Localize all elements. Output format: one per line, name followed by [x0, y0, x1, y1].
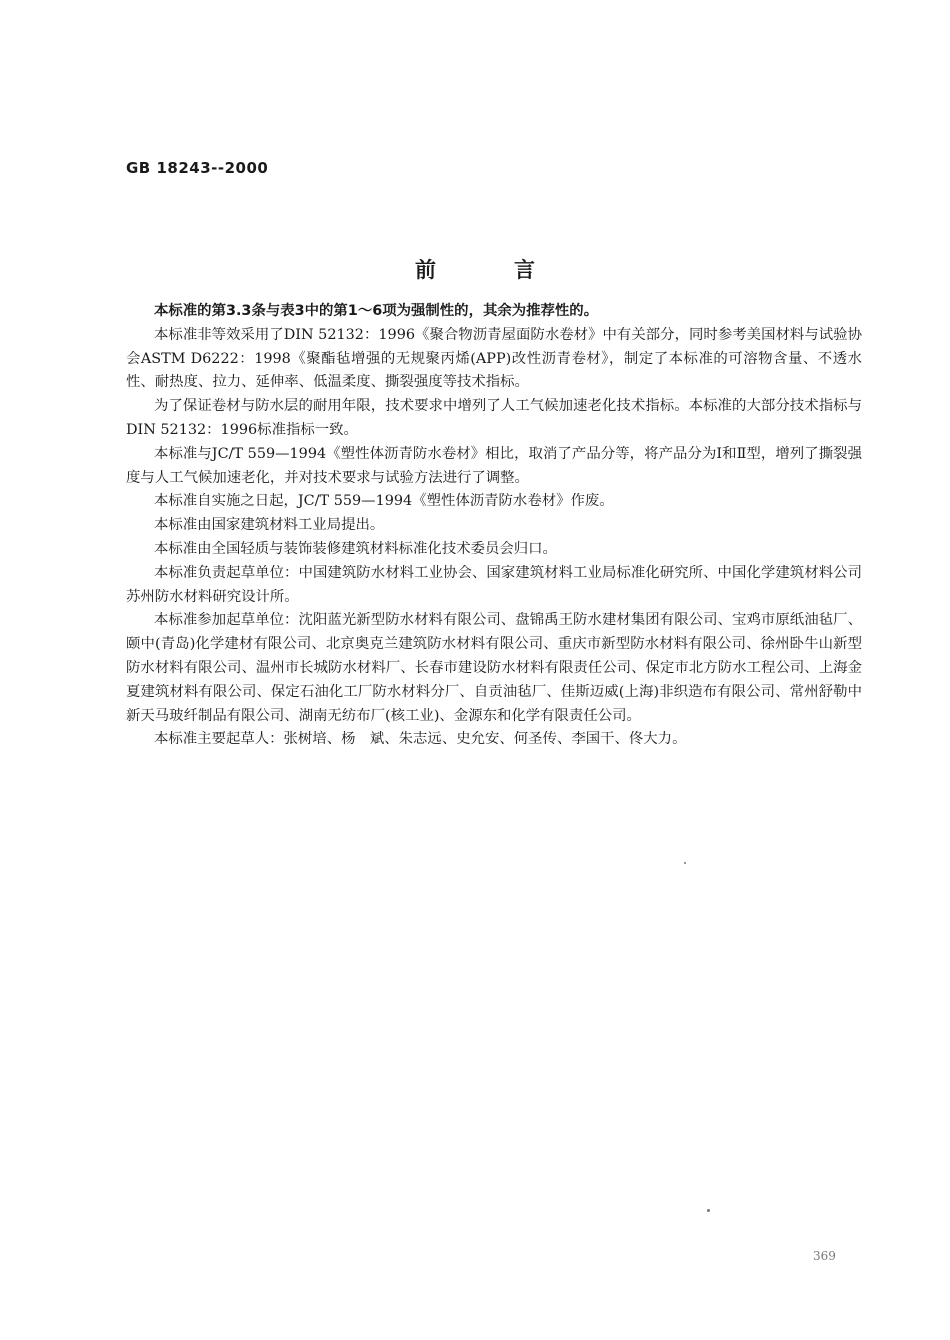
paragraph-comparison: 本标准与JC/T 559—1994《塑性体沥青防水卷材》相比，取消了产品分等，将产品分为Ⅰ和Ⅱ型，增列了撕裂强度与人工气候加速老化，并对技术要求与试验方法进行了调整。	[126, 445, 862, 486]
page-title: 前言	[415, 258, 613, 282]
scan-speck	[707, 1209, 710, 1212]
scan-speck	[684, 862, 686, 864]
standard-code: GB 18243--2000	[126, 159, 269, 177]
paragraph-proposed-by: 本标准由国家建筑材料工业局提出。	[154, 517, 385, 534]
paragraph-lead-drafters: 本标准负责起草单位：中国建筑防水材料工业协会、国家建筑材料工业局标准化研究所、中国化学建筑材料公司苏州防水材料研究设计所。	[126, 564, 862, 605]
page-number: 369	[813, 1249, 836, 1263]
foreword-body	[126, 300, 862, 752]
paragraph-participating-drafters: 本标准参加起草单位：沈阳蓝光新型防水材料有限公司、盘锦禹王防水建材集团有限公司、宝鸡市原纸油毡厂、颐中(青岛)化学建材有限公司、北京奥克兰建筑防水材料有限公司、重庆市新型防水材料有限公司、徐州卧牛山新型防水材料有限公司、温州市长城防水材料厂、长春市建设防水材料有限责任公司、保定市北方防水工程公司、上海金夏建筑材料有限公司、保定石油化工厂防水材料分厂、自贡油毡厂、佳斯迈威(上海)非织造布有限公司、常州舒勒中新天马玻纤制品有限公司、湖南无纺布厂(核工业)、金源东和化学有限责任公司。	[126, 612, 862, 724]
paragraph-mandatory-clauses: 本标准的第3.3条与表3中的第1～6项为强制性的，其余为推荐性的。	[154, 303, 599, 319]
paragraph-adoption: 本标准非等效采用了DIN 52132：1996《聚合物沥青屋面防水卷材》中有关部分，同时参考美国材料与试验协会ASTM D6222：1998《聚酯毡增强的无规聚丙烯(APP)改性沥青卷材》，制定了本标准的可溶物含量、不透水性、耐热度、拉力、延伸率、低温柔度、撕裂强度等技术指标。	[126, 326, 862, 391]
paragraph-durability: 为了保证卷材与防水层的耐用年限，技术要求中增列了人工气候加速老化技术指标。本标准的大部分技术指标与DIN 52132：1996标准指标一致。	[126, 398, 862, 438]
paragraph-centralized-by: 本标准由全国轻质与装饰装修建筑材料标准化技术委员会归口。	[154, 540, 557, 557]
paragraph-main-drafters: 本标准主要起草人：张树培、杨 斌、朱志远、史允安、何圣传、李国干、佟大力。	[154, 731, 687, 748]
paragraph-supersede: 本标准自实施之日起，JC/T 559—1994《塑性体沥青防水卷材》作废。	[154, 493, 614, 510]
